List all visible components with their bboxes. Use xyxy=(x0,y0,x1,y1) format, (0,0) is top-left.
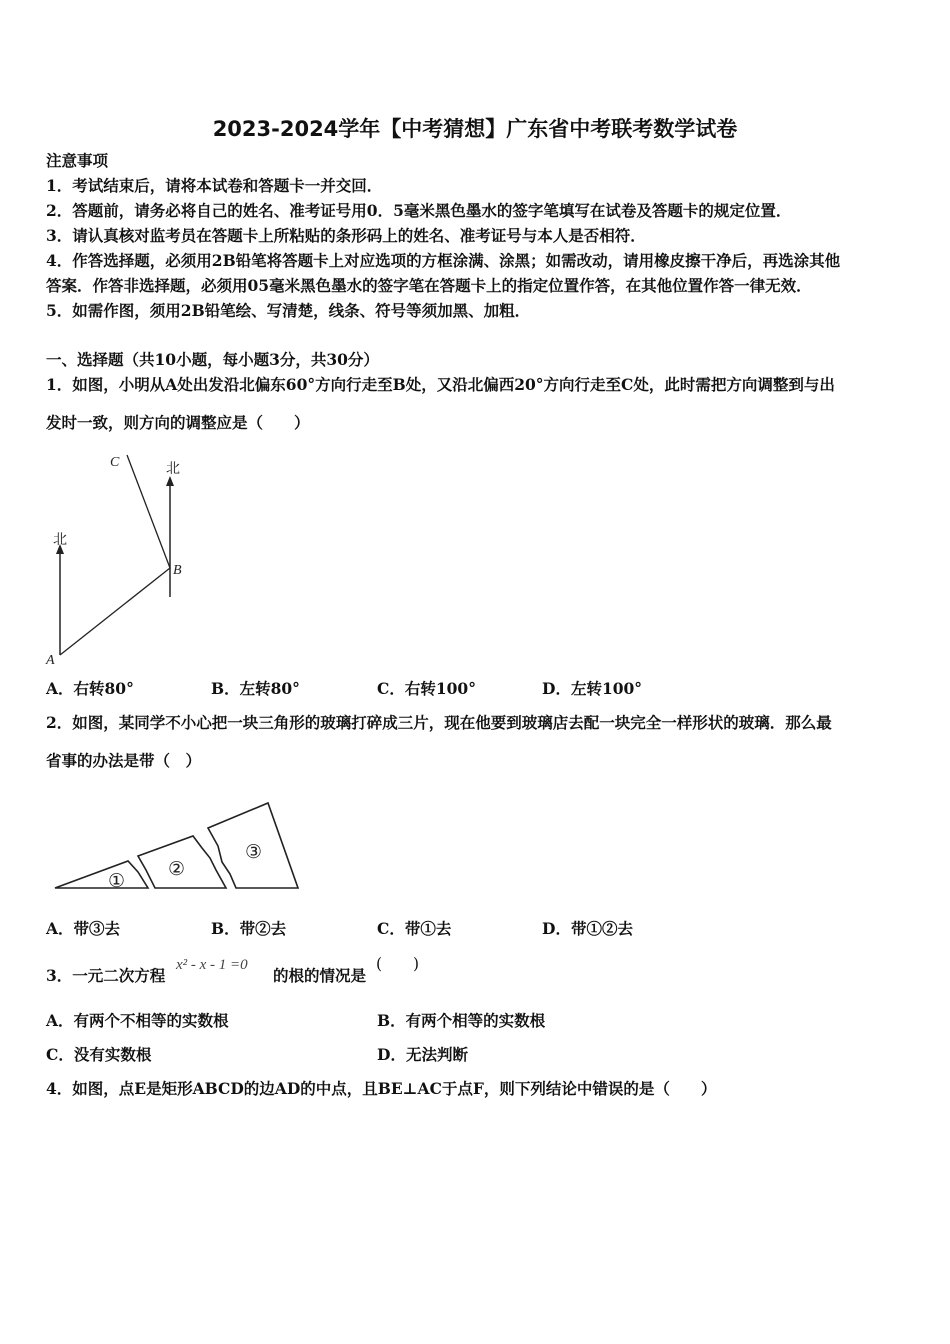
q1-direction-figure xyxy=(30,440,230,680)
notice-line: 3．请认真核对监考员在答题卡上所粘贴的条形码上的姓名、准考证号与本人是否相符． xyxy=(46,226,646,245)
q3-suffix: 的根的情况是 xyxy=(273,966,367,985)
q3-option-a[interactable]: A．有两个不相等的实数根 xyxy=(46,1011,229,1030)
q3-option-b[interactable]: B．有两个相等的实数根 xyxy=(377,1011,546,1030)
q2-text: 省事的办法是带（ ） xyxy=(46,751,202,770)
point-a-label: A xyxy=(46,653,55,668)
q1-text: 1．如图，小明从A处出发沿北偏东60°方向行走至B处，又沿北偏西20°方向行走至C处，此时需把方向调整到与出 xyxy=(46,375,835,394)
q1-option-c[interactable]: C．右转100° xyxy=(377,679,476,698)
segment-bc xyxy=(127,455,170,568)
point-b-label: B xyxy=(173,563,182,578)
q2-option-b[interactable]: B．带②去 xyxy=(211,919,287,938)
q3-option-c[interactable]: C．没有实数根 xyxy=(46,1045,152,1064)
piece-1-label: ① xyxy=(108,870,126,892)
q3-answer-paren: ( ) xyxy=(376,955,420,973)
piece-3-label: ③ xyxy=(245,841,263,863)
segment-ab xyxy=(60,568,170,655)
section-heading: 一、选择题（共10小题，每小题3分，共30分） xyxy=(46,350,379,369)
arrowhead-icon xyxy=(166,476,174,486)
q1-option-d[interactable]: D．左转100° xyxy=(542,679,643,698)
notice-line: 答案．作答非选择题，必须用05毫米黑色墨水的签字笔在答题卡上的指定位置作答，在其他位置作答一律无效． xyxy=(46,276,812,295)
q4-text: 4．如图，点E是矩形ABCD的边AD的中点，且BE⊥AC于点F，则下列结论中错误的是（ ） xyxy=(46,1079,717,1098)
q3-equation: x² - x - 1 =0 xyxy=(176,957,248,973)
q1-option-b[interactable]: B．左转80° xyxy=(211,679,300,698)
notice-line: 5．如需作图，须用2B铅笔绘、写清楚，线条、符号等须加黑、加粗． xyxy=(46,301,531,320)
q2-text: 2．如图，某同学不小心把一块三角形的玻璃打碎成三片，现在他要到玻璃店去配一块完全一样形状的玻璃．那么最 xyxy=(46,713,832,732)
q2-option-a[interactable]: A．带③去 xyxy=(46,919,121,938)
notice-line: 2．答题前，请务必将自己的姓名、准考证号用0．5毫米黑色墨水的签字笔填写在试卷及答题卡的规定位置． xyxy=(46,201,792,220)
point-c-label: C xyxy=(110,455,120,470)
piece-2-label: ② xyxy=(168,858,186,880)
q2-option-d[interactable]: D．带①②去 xyxy=(542,919,633,938)
north-label: 北 xyxy=(53,532,67,548)
q3-prefix: 3．一元二次方程 xyxy=(46,966,166,985)
north-label: 北 xyxy=(166,461,180,477)
notice-line: 1．考试结束后，请将本试卷和答题卡一并交回． xyxy=(46,176,383,195)
q1-option-a[interactable]: A．右转80° xyxy=(46,679,134,698)
q2-glass-figure xyxy=(50,798,310,898)
exam-title: 2023-2024学年【中考猜想】广东省中考联考数学试卷 xyxy=(212,117,738,141)
notice-line: 4．作答选择题，必须用2B铅笔将答题卡上对应选项的方框涂满、涂黑；如需改动，请用橡皮擦干净后，再选涂其他 xyxy=(46,251,841,270)
notice-heading: 注意事项 xyxy=(46,151,109,170)
glass-piece-1 xyxy=(55,861,148,888)
q2-option-c[interactable]: C．带①去 xyxy=(377,919,452,938)
q1-text: 发时一致，则方向的调整应是（ ） xyxy=(46,413,310,432)
q3-option-d[interactable]: D．无法判断 xyxy=(377,1045,468,1064)
